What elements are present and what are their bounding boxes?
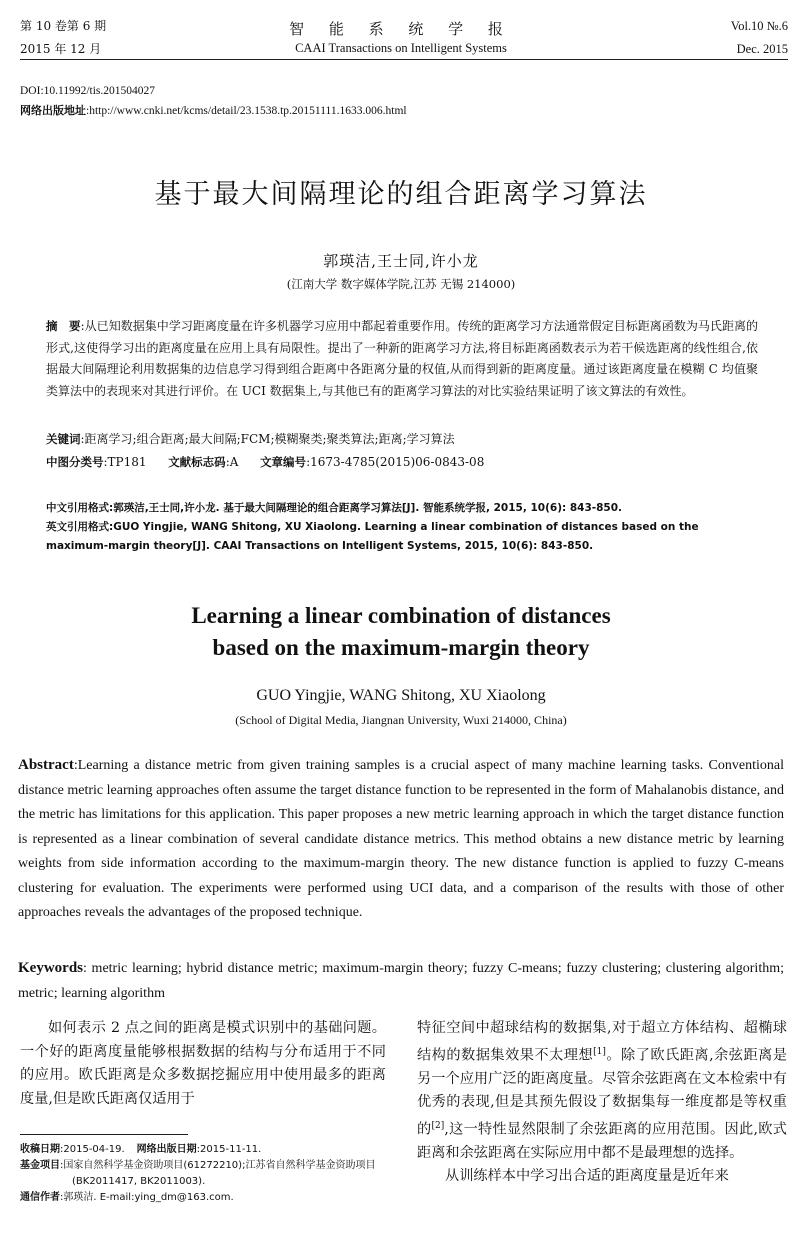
clc-label: 中图分类号 <box>46 455 104 469</box>
keywords-en-text: : metric learning; hybrid distance metric; maximum-margin theory; fuzzy C-means; fuzzy clustering; clustering algorithm; metric; learning algorithm <box>18 961 784 1001</box>
reference-2[interactable]: [2] <box>431 1120 445 1131</box>
doccode-label: 文献标志码 <box>168 455 226 469</box>
body-right-paragraph-1: 特征空间中超球结构的数据集,对于超立方体结构、超椭球结构的数据集效果不太理想[1]。除了欧氏距离,余弦距离是另一个应用广泛的距离度量。尽管余弦距离在文本检索中有优秀的表现,但是其预先假设了数据集每一维度都是等权重的[2],这一特性显然限制了余弦距离的应用范围。因此,欧式距离和余弦距离在实际应用中都不是最理想的选择。 <box>417 1020 787 1161</box>
abstract-cn-label: 摘 要 <box>46 319 81 333</box>
clc-value: :TP181 <box>103 455 147 469</box>
keywords-cn-text: :距离学习;组合距离;最大间隔;FCM;模糊聚类;聚类算法;距离;学习算法 <box>80 432 455 446</box>
reference-1[interactable]: [1] <box>593 1046 606 1057</box>
title-cn: 基于最大间隔理论的组合距离学习算法 <box>154 179 648 210</box>
title-en-line2: based on the maximum-margin theory <box>212 635 590 660</box>
body-right-paragraph-2: 从训练样本中学习出合适的距离度量是近年来 <box>445 1168 729 1185</box>
online-address <box>20 102 407 120</box>
journal-name-en: CAAI Transactions on Intelligent Systems <box>295 41 507 55</box>
keywords-en-label: Keywords <box>18 960 83 976</box>
doi: DOI:10.11992/tis.201504027 <box>20 85 156 97</box>
online-address-url: :http://www.cnki.net/kcms/detail/23.1538.tp.20151111.1633.006.html <box>86 105 407 117</box>
keywords-en <box>18 956 784 1006</box>
authors-en: GUO Yingjie, WANG Shitong, XU Xiaolong <box>256 687 546 704</box>
volume-issue-en: Vol.10 №.6 <box>730 19 788 33</box>
body-left-paragraph: 如何表示 2 点之间的距离是模式识别中的基础问题。一个好的距离度量能够根据数据的结构与分布适用于不同的应用。欧氏距离是众多数据挖掘应用中使用最多的距离度量,但是欧氏距离仅适用于 <box>20 1020 386 1107</box>
body-right-column <box>417 1017 787 1189</box>
doccode-value: :A <box>225 455 239 469</box>
footnote-correspondence: 通信作者:郭瑛洁. E-mail:ying_dm@163.com. <box>20 1192 234 1203</box>
title-en-line1: Learning a linear combination of distances <box>191 603 611 628</box>
abstract-cn-text: :从已知数据集中学习距离度量在许多机器学习应用中都起着重要作用。传统的距离学习方法通常假定目标距离函数为马氏距离的形式,这使得学习出的距离度量在应用上具有局限性。提出了一种新的距离学习方法,将目标距离函数表示为若干候选距离的线性组合,依据最大间隔理论利用数据集的边信息学习得到组合距离中各距离分量的权值,从而得到新的距离度量。通过该距离度量在模糊 C 均值聚类算法中的表现来对其进行评价。在 UCI 数据集上,与其他已有的距离学习算法的对比实验结果证明了该文算法的有效性。 <box>46 319 758 398</box>
affiliation-cn: (江南大学 数字媒体学院,江苏 无锡 214000) <box>286 277 516 291</box>
keywords-cn <box>46 429 758 451</box>
abstract-en-text: :Learning a distance metric from given training samples is a crucial aspect of many machine learning tasks. Conventional distance metric learning approaches often assume the target distance function to be represented in the form of Mahalanobis distance, and the metric has limitations for this application. This paper proposes a new metric learning approach in which the target distance function is represented as a linear combination of several candidate distance metrics. This method obtains a new distance metric by learning weights from side information according to the maximum-margin theory. The new distance function is applied to fuzzy C-means clustering for evaluation. The experiments were performed using UCI data, and a comparison of the results with those of other approaches reveals the advantages of the proposed technique. <box>18 758 784 920</box>
citation-cn: 中文引用格式:郭瑛洁,王士同,许小龙. 基于最大间隔理论的组合距离学习算法[J]. 智能系统学报, 2015, 10(6): 843-850. <box>46 502 623 514</box>
journal-name-cn: 智 能 系 统 学 报 <box>289 20 513 38</box>
footnotes <box>20 1142 400 1206</box>
footnote-fund: 基金项目:国家自然科学基金资助项目(61272210);江苏省自然科学基金资助项目(BK2011417, BK2011003). <box>20 1160 376 1187</box>
abstract-en-label: Abstract <box>18 757 74 773</box>
volume-issue-cn: 第 10 卷第 6 期 <box>20 19 107 33</box>
authors-cn: 郭瑛洁,王士同,许小龙 <box>323 252 479 270</box>
classification-line <box>46 452 758 474</box>
online-address-label: 网络出版地址 <box>20 104 86 117</box>
abstract-cn <box>46 316 758 402</box>
abstract-en <box>18 753 784 926</box>
date-en: Dec. 2015 <box>736 42 788 56</box>
footnote-dates: 收稿日期:2015-04-19. 网络出版日期:2015-11-11. <box>20 1144 262 1155</box>
header-rule <box>20 59 788 60</box>
footnote-rule <box>20 1134 188 1135</box>
articleno-label: 文章编号 <box>260 455 307 469</box>
affiliation-en: (School of Digital Media, Jiangnan University, Wuxi 214000, China) <box>235 713 567 727</box>
articleno-value: :1673-4785(2015)06-0843-08 <box>306 455 485 469</box>
citation-en: 英文引用格式:GUO Yingjie, WANG Shitong, XU Xiaolong. Learning a linear combination of distances based on the maximum-margin theory[J]. CAAI Transactions on Intelligent Systems, 2015, 10(6): 843-850. <box>46 521 699 552</box>
date-cn: 2015 年 12 月 <box>20 42 102 56</box>
keywords-cn-label: 关键词 <box>46 432 81 446</box>
